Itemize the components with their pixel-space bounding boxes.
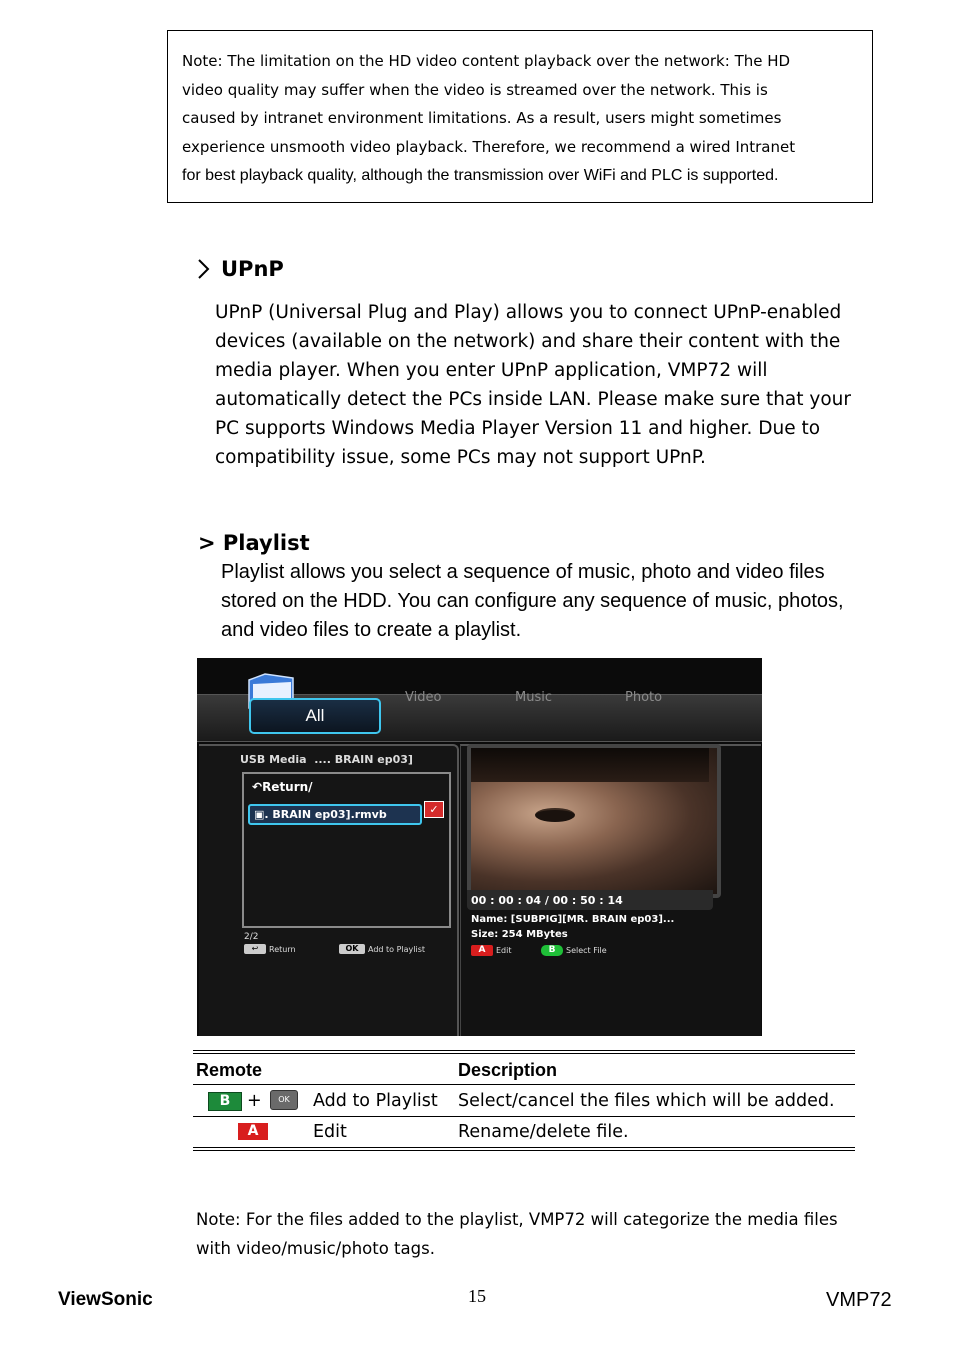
hint-edit-label: Edit xyxy=(496,946,512,955)
device-screenshot xyxy=(197,658,762,1036)
return-item[interactable] xyxy=(252,780,313,794)
thumbnail-eye xyxy=(535,808,575,822)
video-file-icon: ▣ xyxy=(254,808,265,821)
text-line: PC supports Windows Media Player Version 11 and higher. Due to xyxy=(215,418,821,439)
note-box xyxy=(167,30,873,203)
note-line: caused by intranet environment limitations. As a result, users might sometimes xyxy=(182,109,782,128)
page-indicator: 2/2 xyxy=(244,932,259,942)
chevron-right-icon xyxy=(196,258,212,280)
upnp-title: UPnP xyxy=(221,257,284,281)
description-text: Rename/delete file. xyxy=(458,1122,629,1142)
checked-icon: ✓ xyxy=(424,801,444,818)
text-line: UPnP (Universal Plug and Play) allows you to connect UPnP-enabled xyxy=(215,302,842,323)
hint-edit xyxy=(471,945,512,956)
text-line: media player. When you enter UPnP application, VMP72 will xyxy=(215,360,768,381)
header-remote: Remote xyxy=(196,1060,263,1080)
header-description: Description xyxy=(458,1060,558,1080)
hint-select-label: Select File xyxy=(566,946,607,955)
tab-photo[interactable]: Photo xyxy=(625,690,663,705)
playlist-heading: > Playlist xyxy=(198,531,310,555)
note-line: with video/music/photo tags. xyxy=(196,1239,435,1258)
footer-brand: ViewSonic xyxy=(58,1289,153,1310)
text-line: Playlist allows you select a sequence of music, photo and video files xyxy=(221,561,825,583)
b-key-icon: B xyxy=(541,945,563,956)
hint-return xyxy=(244,944,296,954)
hint-add xyxy=(339,944,425,954)
function-label: Add to Playlist xyxy=(313,1091,438,1111)
note-line: Note: The limitation on the HD video content playback over the network: The HD xyxy=(182,52,791,70)
text-line: compatibility issue, some PCs may not support UPnP. xyxy=(215,447,706,468)
hint-return-label: Return xyxy=(269,944,296,954)
note-line: Note: For the files added to the playlist, VMP72 will categorize the media files xyxy=(196,1210,838,1229)
thumbnail-hair xyxy=(471,748,709,782)
upnp-heading xyxy=(196,257,284,281)
hint-select xyxy=(541,945,607,956)
table-row xyxy=(193,1117,855,1148)
text-line: automatically detect the PCs inside LAN. Please make sure that your xyxy=(215,389,852,410)
return-label: Return/ xyxy=(262,780,313,794)
ok-key-icon: OK xyxy=(270,1090,298,1110)
file-list xyxy=(242,772,451,928)
bottom-note xyxy=(196,1205,838,1263)
path-label: USB Media .... BRAIN ep03] xyxy=(240,753,413,766)
timecode: 00 : 00 : 04 / 00 : 50 : 14 xyxy=(471,894,623,907)
note-line: for best playback quality, although the transmission over WiFi and PLC is supported. xyxy=(182,166,779,184)
ok-key-icon: OK xyxy=(339,944,365,954)
hint-add-label: Add to Playlist xyxy=(368,944,426,954)
footer-model: VMP72 xyxy=(826,1289,892,1311)
tab-video[interactable]: Video xyxy=(405,690,442,705)
remote-table xyxy=(193,1050,855,1151)
a-key-icon: A xyxy=(238,1123,268,1140)
playlist-body xyxy=(221,558,844,645)
function-label: Edit xyxy=(313,1122,347,1142)
return-arrow-icon: ↶ xyxy=(252,780,263,794)
file-item[interactable] xyxy=(248,804,422,825)
description-text: Select/cancel the files which will be added. xyxy=(458,1091,835,1111)
file-size-info: Size: 254 MBytes xyxy=(471,929,568,940)
file-name: . BRAIN ep03].rmvb xyxy=(264,808,387,821)
upnp-body xyxy=(215,298,851,472)
b-key-icon: B xyxy=(208,1092,242,1111)
text-line: devices (available on the network) and share their content with the xyxy=(215,331,841,352)
note-line: video quality may suffer when the video is streamed over the network. This is xyxy=(182,80,768,99)
note-line: experience unsmooth video playback. Therefore, we recommend a wired Intranet xyxy=(182,138,796,157)
text-line: stored on the HDD. You can configure any sequence of music, photos, xyxy=(221,590,844,612)
table-header xyxy=(193,1054,855,1085)
table-bottom-rule xyxy=(193,1148,855,1151)
page-number: 15 xyxy=(468,1286,486,1306)
table-row xyxy=(193,1085,855,1117)
a-key-icon: A xyxy=(471,945,493,956)
tab-music[interactable]: Music xyxy=(515,690,552,705)
plus-sign: + xyxy=(247,1091,262,1111)
file-name-info: Name: [SUBPIG][MR. BRAIN ep03]... xyxy=(471,914,675,925)
text-line: and video files to create a playlist. xyxy=(221,619,522,641)
return-key-icon: ↩ xyxy=(244,944,266,954)
tab-all[interactable]: All xyxy=(249,698,381,734)
